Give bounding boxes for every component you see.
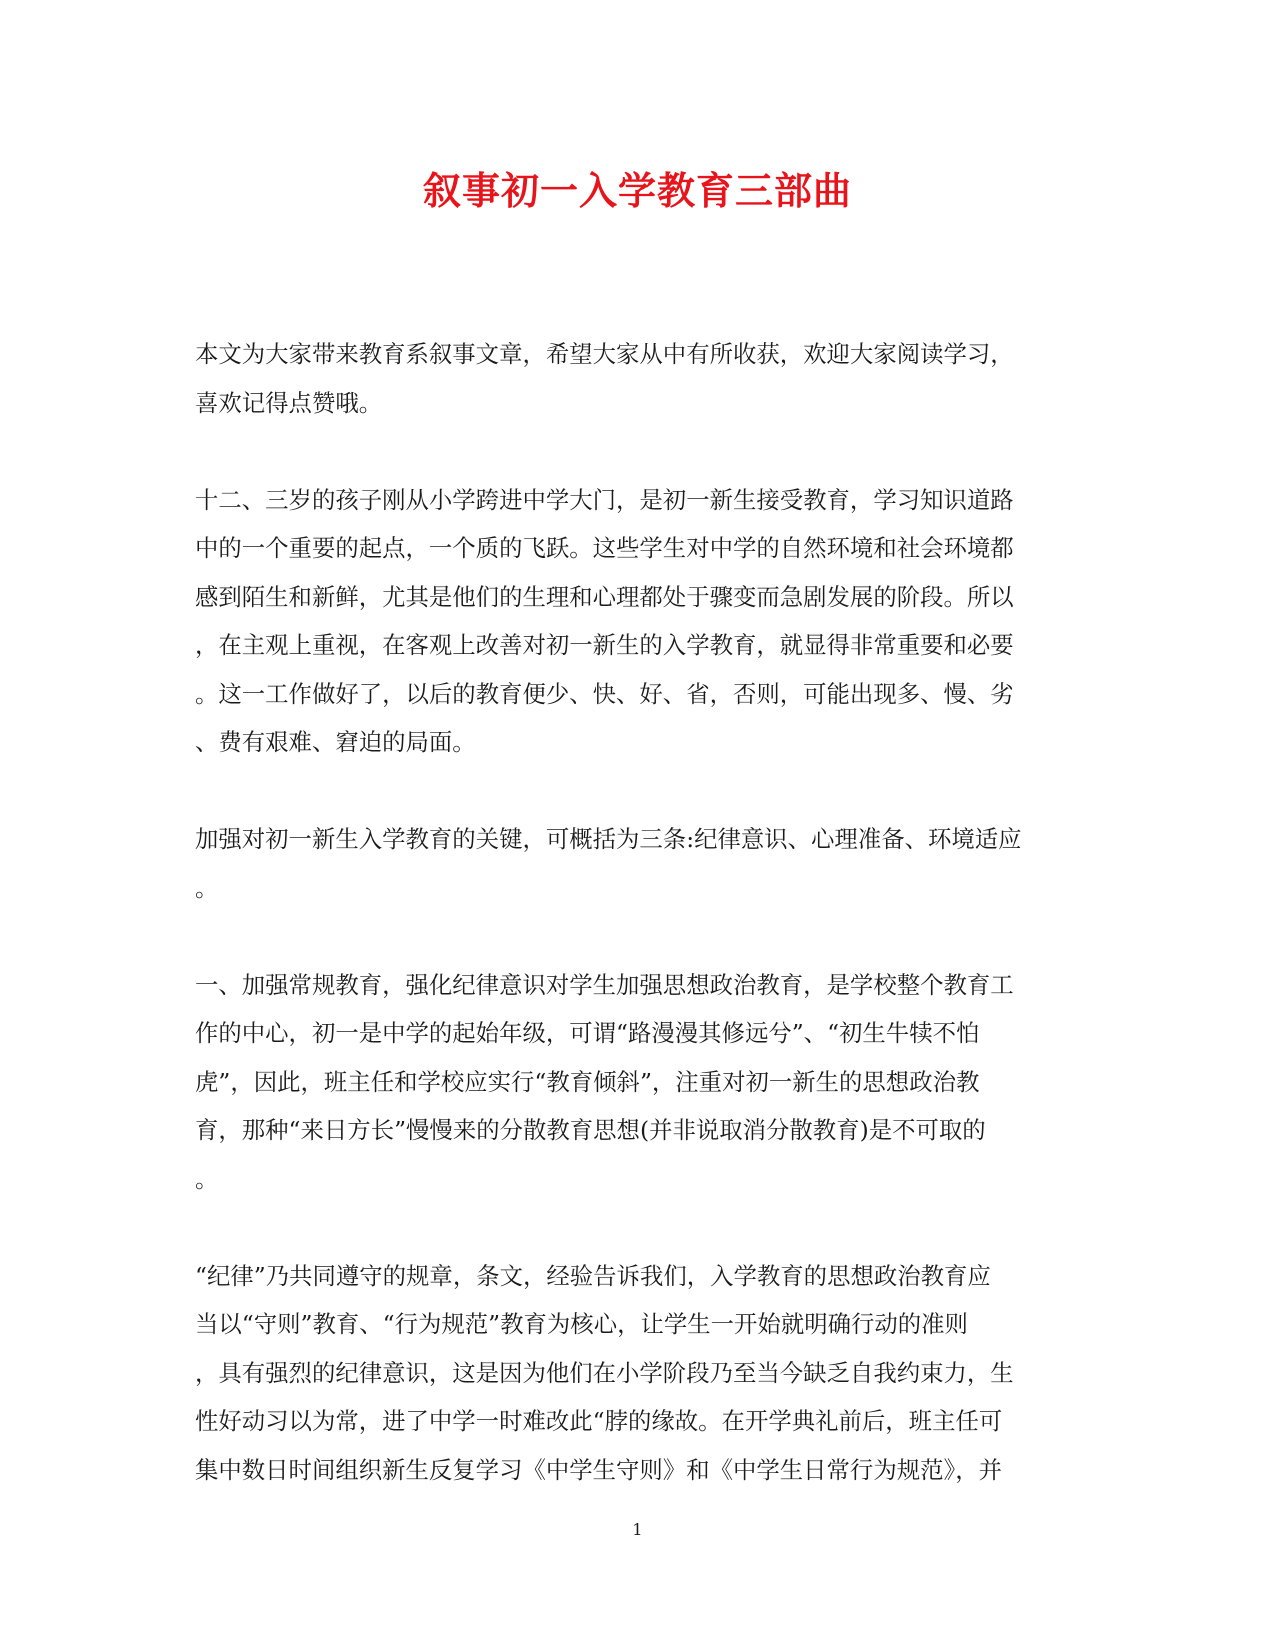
text-line: 性好动习以为常，进了中学一时难改此“脖的缘故。在开学典礼前后，班主任可 bbox=[195, 1407, 1003, 1435]
text-line: 集中数日时间组织新生反复学习《中学生守则》和《中学生日常行为规范》，并 bbox=[195, 1455, 1002, 1484]
paragraph-discipline bbox=[195, 1252, 1075, 1495]
paragraph-background bbox=[195, 476, 1075, 767]
document-title: 叙事初一入学教育三部曲 bbox=[422, 168, 852, 213]
text-line: 。这一工作做好了，以后的教育便少、快、好、省，否则，可能出现多、慢、劣 bbox=[195, 679, 1014, 708]
paragraph-key-points bbox=[195, 815, 1075, 912]
text-line: 当以“守则”教育、“行为规范”教育为核心，让学生一开始就明确行动的准则 bbox=[195, 1310, 968, 1338]
text-line: 虎”，因此，班主任和学校应实行“教育倾斜”，注重对初一新生的思想政治教 bbox=[195, 1067, 980, 1096]
text-line: ，具有强烈的纪律意识，这是因为他们在小学阶段乃至当今缺乏自我约束力，生 bbox=[195, 1358, 1014, 1387]
text-line: “纪律”乃共同遵守的规章，条文，经验告诉我们，入学教育的思想政治教育应 bbox=[195, 1261, 991, 1290]
text-line: 一、加强常规教育，强化纪律意识对学生加强思想政治教育，是学校整个教育工 bbox=[195, 970, 1014, 999]
text-line: 、费有艰难、窘迫的局面。 bbox=[195, 728, 476, 756]
text-line: 。 bbox=[195, 1164, 219, 1193]
text-line: 本文为大家带来教育系叙事文章，希望大家从中有所收获，欢迎大家阅读学习， bbox=[195, 340, 1014, 368]
text-line: 中的一个重要的起点，一个质的飞跃。这些学生对中学的自然环境和社会环境都 bbox=[195, 534, 1014, 562]
page-number: 1 bbox=[632, 1520, 643, 1539]
text-line: 。 bbox=[195, 873, 219, 902]
text-line: 作的中心，初一是中学的起始年级，可谓“路漫漫其修远兮”、“初生牛犊不怕 bbox=[195, 1019, 980, 1047]
text-line: 十二、三岁的孩子刚从小学跨进中学大门，是初一新生接受教育，学习知识道路 bbox=[195, 485, 1014, 514]
document-body bbox=[195, 330, 1075, 1543]
text-line: 育，那种“来日方长”慢慢来的分散教育思想(并非说取消分散教育)是不可取的 bbox=[195, 1116, 986, 1144]
text-line: ，在主观上重视，在客观上改善对初一新生的入学教育，就显得非常重要和必要 bbox=[195, 631, 1014, 659]
paragraph-section-one bbox=[195, 961, 1075, 1204]
text-line: 加强对初一新生入学教育的关键，可概括为三条:纪律意识、心理准备、环境适应 bbox=[195, 825, 1022, 853]
paragraph-intro bbox=[195, 330, 1075, 427]
text-line: 感到陌生和新鲜，尤其是他们的生理和心理都处于骤变而急剧发展的阶段。所以 bbox=[195, 582, 1014, 611]
text-line: 喜欢记得点赞哦。 bbox=[195, 388, 383, 417]
